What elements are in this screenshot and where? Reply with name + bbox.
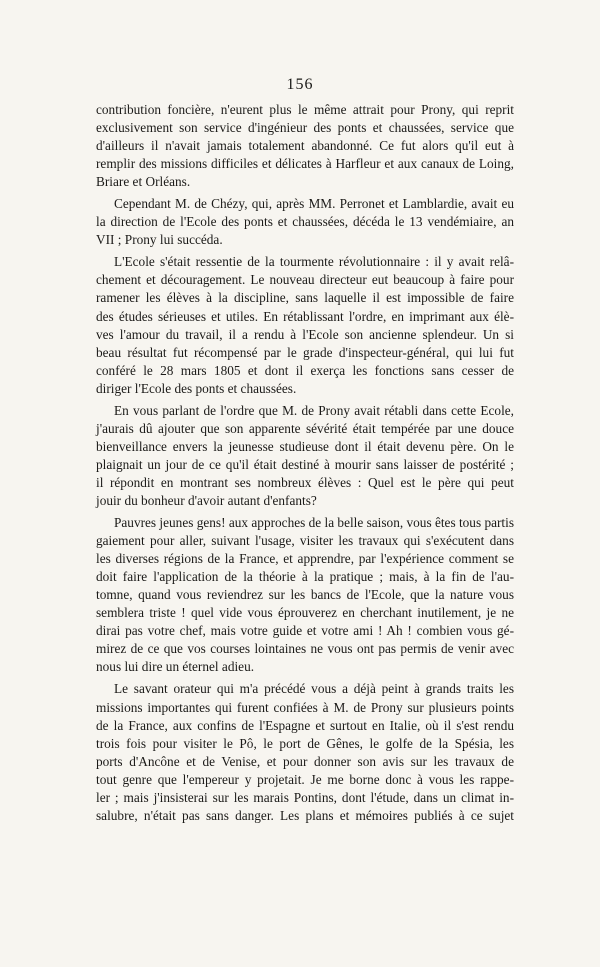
text-line: nous lui dire un éternel adieu. [96,659,255,675]
paragraph-3 [96,253,514,397]
text-line: ports d'Ancône et de Venise, et pour donner son avis sur les travaux de [96,753,514,769]
paragraph-1 [96,101,514,191]
text-line: conféré le 28 mars 1805 et dont il exerça les fonctions sans cesser de [96,362,514,378]
text-line: tout genre que l'empereur y projetait. Je me borne donc à vous les rappe- [96,771,514,787]
text-line: les diverses régions de la France, et apprendre, par l'expérience comment se [96,551,514,567]
text-line: exclusivement son service d'ingénieur des ponts et chaussées, service que [96,120,514,136]
text-line: de la France, aux confins de l'Espagne et surtout en Italie, où il s'est rendu [96,717,514,733]
text-line: j'aurais dû ajouter que son apparente sévérité était tempérée par une douce [96,420,514,436]
text-line: jouir du bonheur d'avoir autant d'enfants? [96,492,317,508]
text-line: mirez de ce que vos courses lointaines ne vous ont pas permis de venir avec [96,641,514,657]
text-line: Cependant M. de Chézy, qui, après MM. Perronet et Lamblardie, avait eu [114,196,514,212]
paragraph-2 [96,195,514,249]
page-number: 156 [286,76,314,93]
text-line: des études sérieuses et utiles. En rétablissant l'ordre, en imprimant aux élè- [96,308,514,324]
text-line: beau résultat fut récompensé par le grade d'inspecteur-général, qui lui fut [96,344,514,360]
text-line: ramener les élèves à la discipline, sans laquelle il est impossible de faire [96,290,514,306]
text-line: Briare et Orléans. [96,174,191,190]
text-line: bienveillance envers la jeunesse studieuse dont il était devenu père. On le [96,438,514,454]
text-line: semblera triste ! quel vide vous éprouverez en cherchant inutilement, je ne [96,605,514,621]
text-line: tomne, quand vous reviendrez sur les bancs de l'Ecole, que la nature vous [96,587,514,603]
text-line: chement et découragement. Le nouveau directeur eut beaucoup à faire pour [96,272,514,288]
paragraph-5 [96,514,514,676]
text-line: contribution foncière, n'eurent plus le même attrait pour Prony, qui reprit [96,102,514,117]
text-line: plaignait un jour de ce qu'il était destiné à mourir sans laisser de postérité ; [96,456,514,472]
text-line: la direction de l'Ecole des ponts et chaussées, décéda le 13 vendémiaire, an [96,214,514,230]
paragraph-4 [96,402,514,510]
body-text [96,101,514,829]
text-line: diriger l'Ecole des ponts et chaussées. [96,380,297,396]
text-line: trois fois pour visiter le Pô, le port de Gênes, le golfe de la Spésia, les [96,735,514,751]
text-line: VII ; Prony lui succéda. [96,232,223,248]
text-line: missions importantes qui furent confiées à M. de Prony sur plusieurs points [96,699,514,715]
text-line: Pauvres jeunes gens! aux approches de la belle saison, vous êtes tous partis [114,515,514,531]
paragraph-6 [96,680,514,824]
text-line: remplir des missions difficiles et délicates à Harfleur et aux canaux de Loing, [96,156,514,172]
text-line: En vous parlant de l'ordre que M. de Prony avait rétabli dans cette Ecole, [114,402,514,418]
text-line: L'Ecole s'était ressentie de la tourmente révolutionnaire : il y avait relâ- [114,254,514,270]
text-line: d'ailleurs il n'avait jamais totalement abandonné. Ce fut alors qu'il eut à [96,138,514,154]
text-line: ler ; mais j'insisterai sur les marais Pontins, dont l'étude, dans un climat in- [96,789,514,805]
text-line: il répondit en montrant ses nombreux élèves : Quel est le père qui peut [96,474,514,490]
text-line: ves l'amour du travail, il a rendu à l'Ecole son ancienne splendeur. Un si [96,326,514,342]
text-line: dirai pas votre chef, mais votre guide et votre ami ! Ah ! combien vous gé- [96,623,514,639]
text-line: Le savant orateur qui m'a précédé vous a déjà peint à grands traits les [114,681,514,697]
text-line: salubre, n'était pas sans danger. Les plans et mémoires publiés à ce sujet [96,807,514,823]
text-line: doit faire l'application de la théorie à la pratique ; mais, à la fin de l'au- [96,569,514,585]
text-line: gaiement pour aller, suivant l'usage, visiter les travaux qui s'exécutent dans [96,533,514,549]
